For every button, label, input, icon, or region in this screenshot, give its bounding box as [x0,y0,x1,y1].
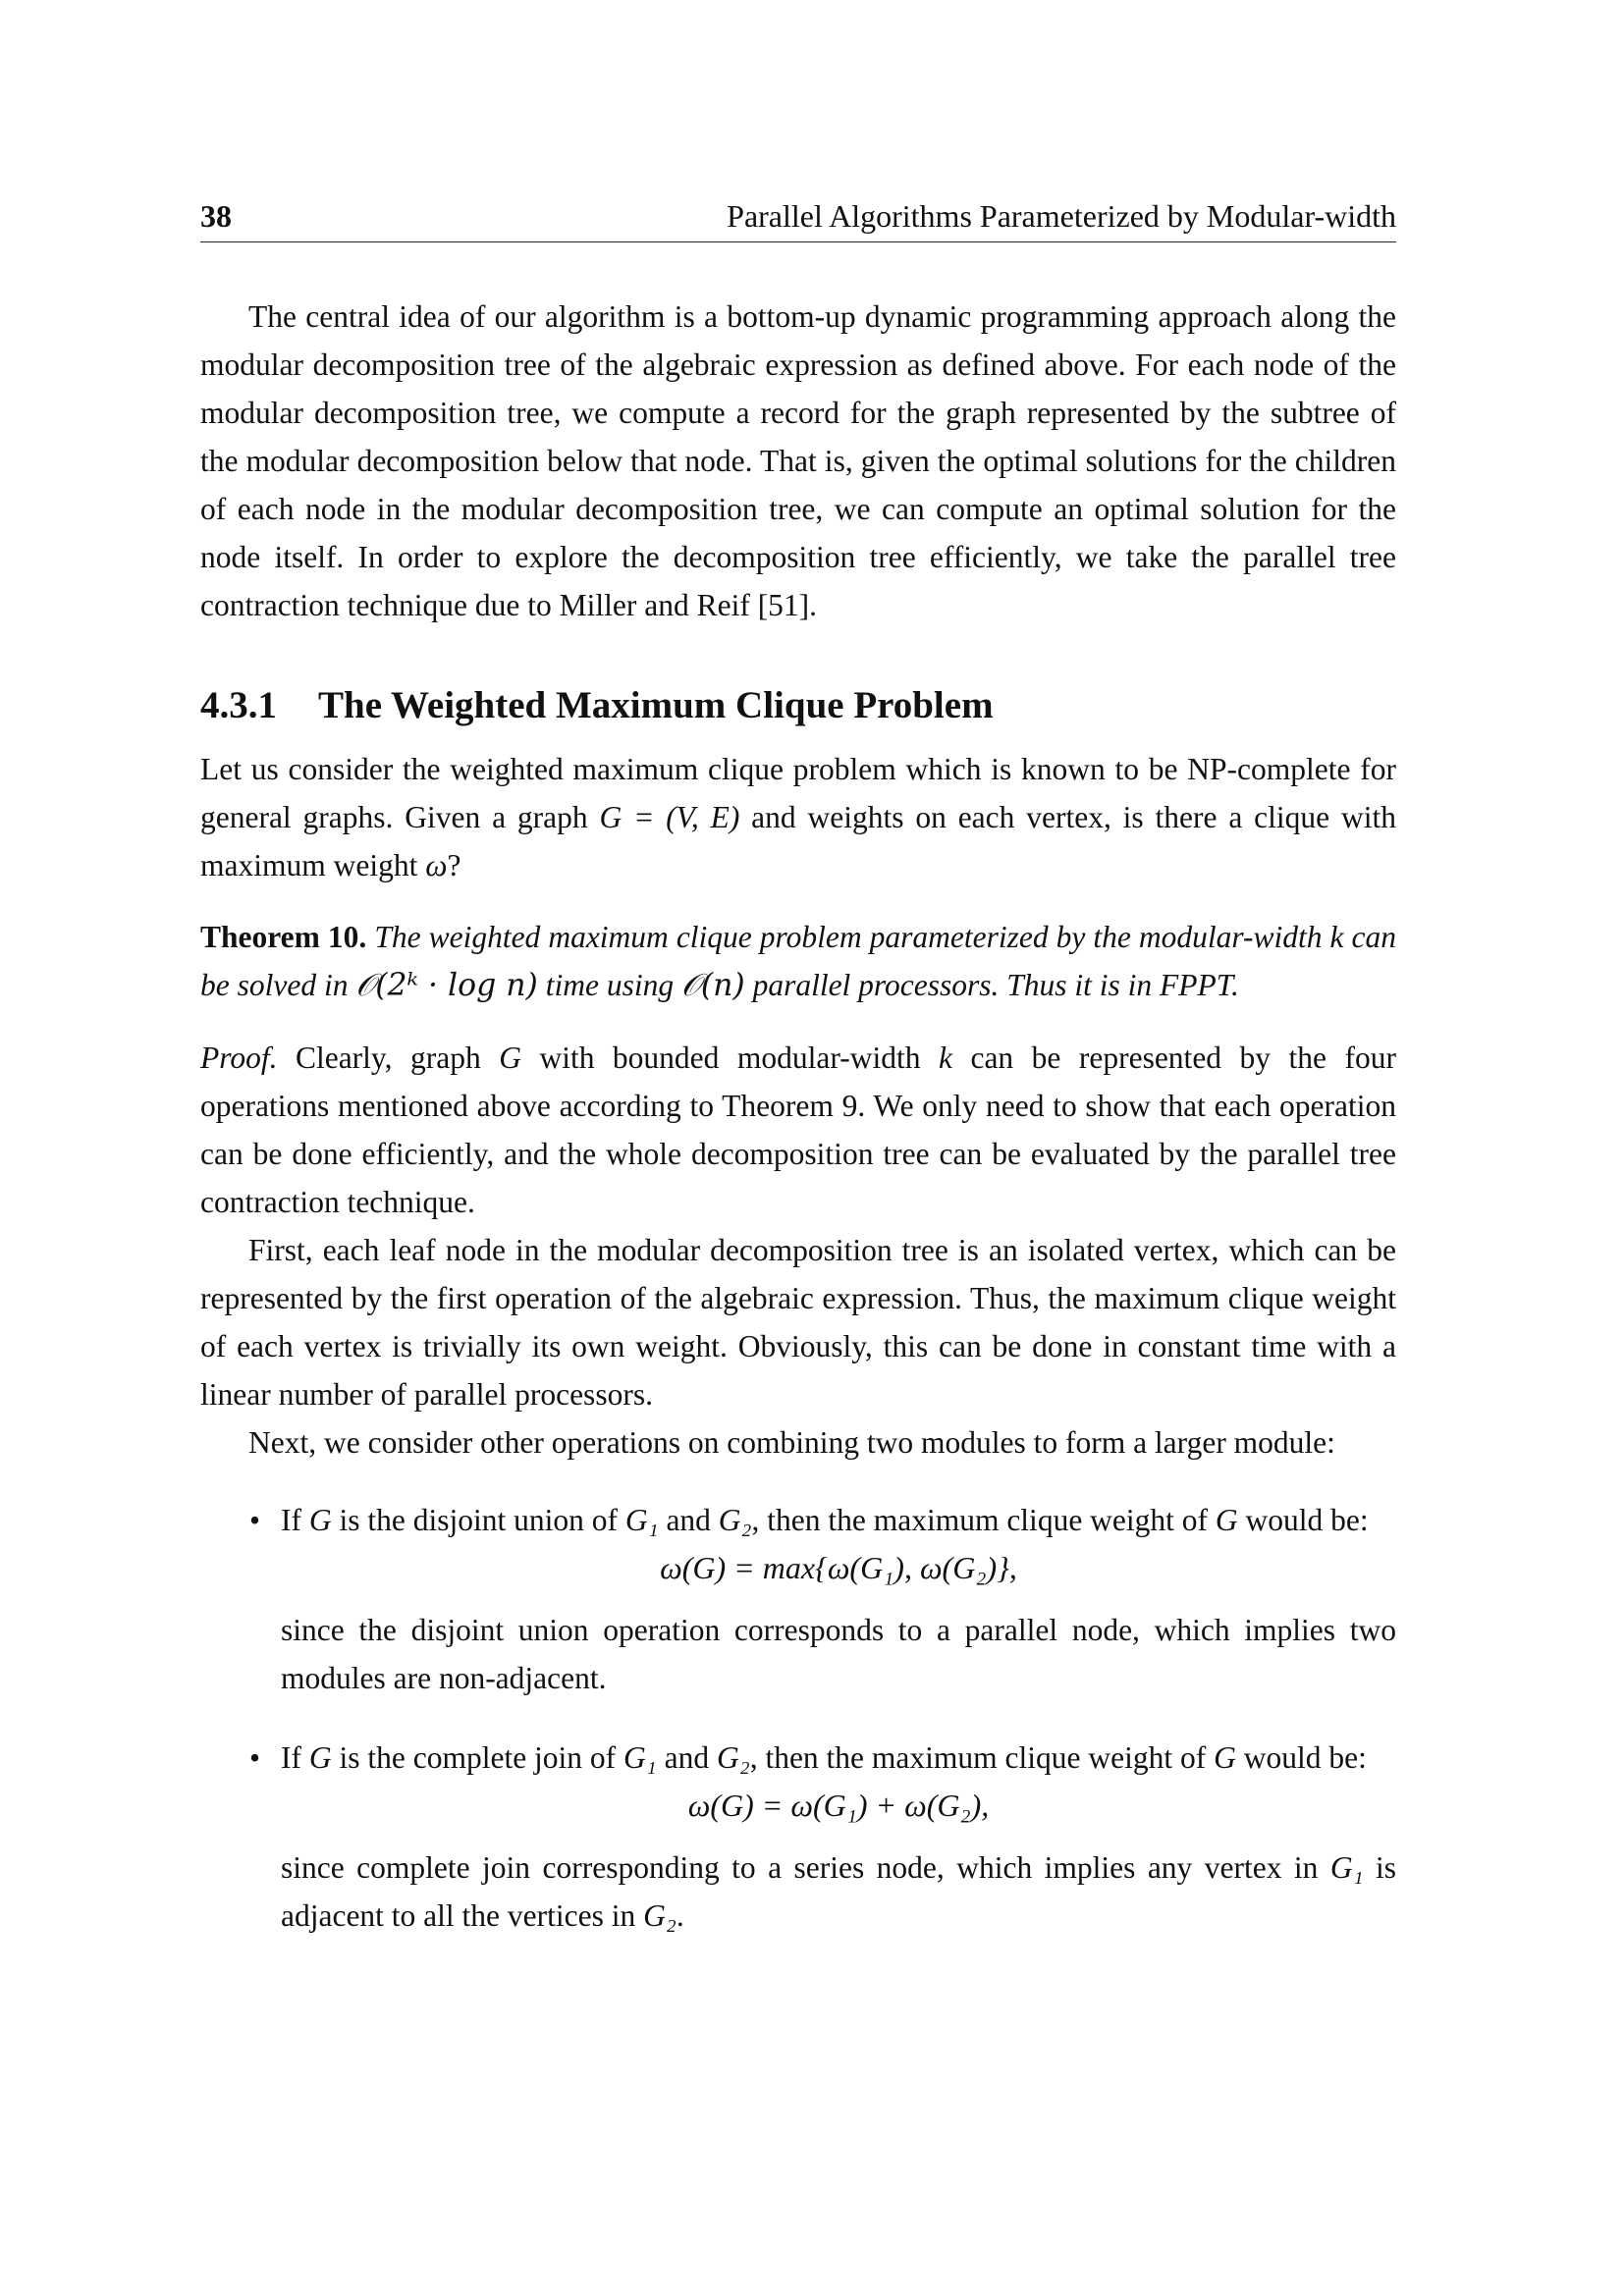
case-text: , then the maximum clique weight of [751,1503,1216,1537]
theorem-text-2: can be solved in [200,920,1396,1002]
case-text: would be: [1235,1740,1367,1775]
theorem-text-4: parallel processors. Thus it is in FPPT. [744,968,1239,1002]
case-math: G [1214,1740,1236,1775]
case-math: G₂ [643,1898,677,1933]
leaf-paragraph: First, each leaf node in the modular decomposition tree is an isolated vertex, which can be represented by the first operation of the algebraic expression. Thus, the maximum clique weight of each vertex is trivially its own weight. Obviously, this can be done in constant time with a linear number of parallel processors. [200,1233,1396,1412]
case-text: and [658,1503,719,1537]
running-title: Parallel Algorithms Parameterized by Modular-width [727,198,1396,234]
proof-k-math: k [938,1041,952,1075]
case-text: since complete join corresponding to a series node, which implies any vertex in [281,1850,1330,1885]
case-text: would be: [1237,1503,1369,1537]
case-text: , then the maximum clique weight of [749,1740,1215,1775]
display-equation: ω(G) = ω(G₁) + ω(G₂), [687,1788,990,1823]
page-body [200,293,1396,1971]
case-text: If [281,1740,309,1775]
case-text: . [676,1898,684,1933]
case-text: is the disjoint union of [331,1503,625,1537]
section-heading [200,680,1396,731]
proof-text-1: Clearly, graph [277,1041,500,1075]
graph-definition-math: G = (V, E) [599,800,740,834]
case-math: G [1215,1503,1238,1537]
problem-text-1: Let us consider the weighted maximum clique problem which is known to be NP-complete for general graphs. Given a graph [200,752,1396,834]
section-title: The Weighted Maximum Clique Problem [318,684,994,726]
proof-paragraph [200,1034,1396,1226]
proof-label: Proof. [200,1041,278,1075]
display-equation: ω(G) = max{ω(G₁), ω(G₂)}, [660,1550,1017,1585]
list-item [200,1734,1396,1940]
case-text: is adjacent to all the vertices in [281,1850,1396,1933]
theorem-10 [200,913,1396,1010]
case-math: G₁ [624,1503,659,1537]
case-lead [281,1496,1396,1544]
case-math: G [308,1740,332,1775]
proof-g-math: G [499,1041,521,1075]
theorem-k-math: k [1329,920,1344,954]
problem-text-2: and weights on each vertex, is there a clique with maximum weight [200,800,1396,882]
case-text: and [656,1740,717,1775]
page-number: 38 [200,198,232,234]
intro-paragraph: The central idea of our algorithm is a bottom-up dynamic programming approach along the modular decomposition tree of the algebraic expression as defined above. For each node of the modular decomposition tree, we compute a record for the graph represented by the subtree of the modular decomposition below that node. That is, given the optimal solutions for the children of each node in the modular decomposition tree, we can compute an optimal solution for the node itself. In order to explore the decomposition tree efficiently, we take the parallel tree contraction technique due to Miller and Reif [51]. [200,299,1396,622]
problem-paragraph [200,745,1396,889]
case-math: G₂ [718,1503,752,1537]
bullet-icon: • [249,1740,261,1775]
case-text: If [281,1503,309,1537]
proof-text-3: can be represented by the four operations mentioned above according to Theorem 9. We only need to show that each operation can be done efficiently, and the whole decomposition tree can be evaluated by the parallel tree contraction technique. [200,1041,1396,1219]
theorem-text-1: The weighted maximum clique problem parameterized by the modular-width [366,920,1330,954]
section-number: 4.3.1 [200,684,277,726]
next-paragraph: Next, we consider other operations on combining two modules to form a larger module: [248,1425,1335,1460]
case-follow: since the disjoint union operation corresponds to a parallel node, which implies two modules are non-adjacent. [281,1613,1396,1695]
case-math: G₁ [623,1740,657,1775]
theorem-processors-math: 𝒪(n) [680,968,745,1003]
proof-text-2: with bounded modular-width [520,1041,939,1075]
case-follow [281,1843,1396,1940]
theorem-text-3: time using [537,968,681,1002]
omega-math: ω [425,848,448,882]
case-math: G₁ [1329,1850,1364,1885]
page-header [200,194,1396,242]
theorem-complexity-math: 𝒪(2ᵏ · log n) [355,968,538,1003]
operation-cases-list [200,1496,1396,1940]
theorem-label: Theorem 10. [200,920,367,954]
case-math: G₂ [716,1740,750,1775]
list-item [200,1496,1396,1702]
case-lead [281,1734,1396,1782]
problem-text-3: ? [447,848,461,882]
bullet-icon: • [249,1503,261,1537]
case-text: is the complete join of [331,1740,624,1775]
case-math: G [308,1503,332,1537]
